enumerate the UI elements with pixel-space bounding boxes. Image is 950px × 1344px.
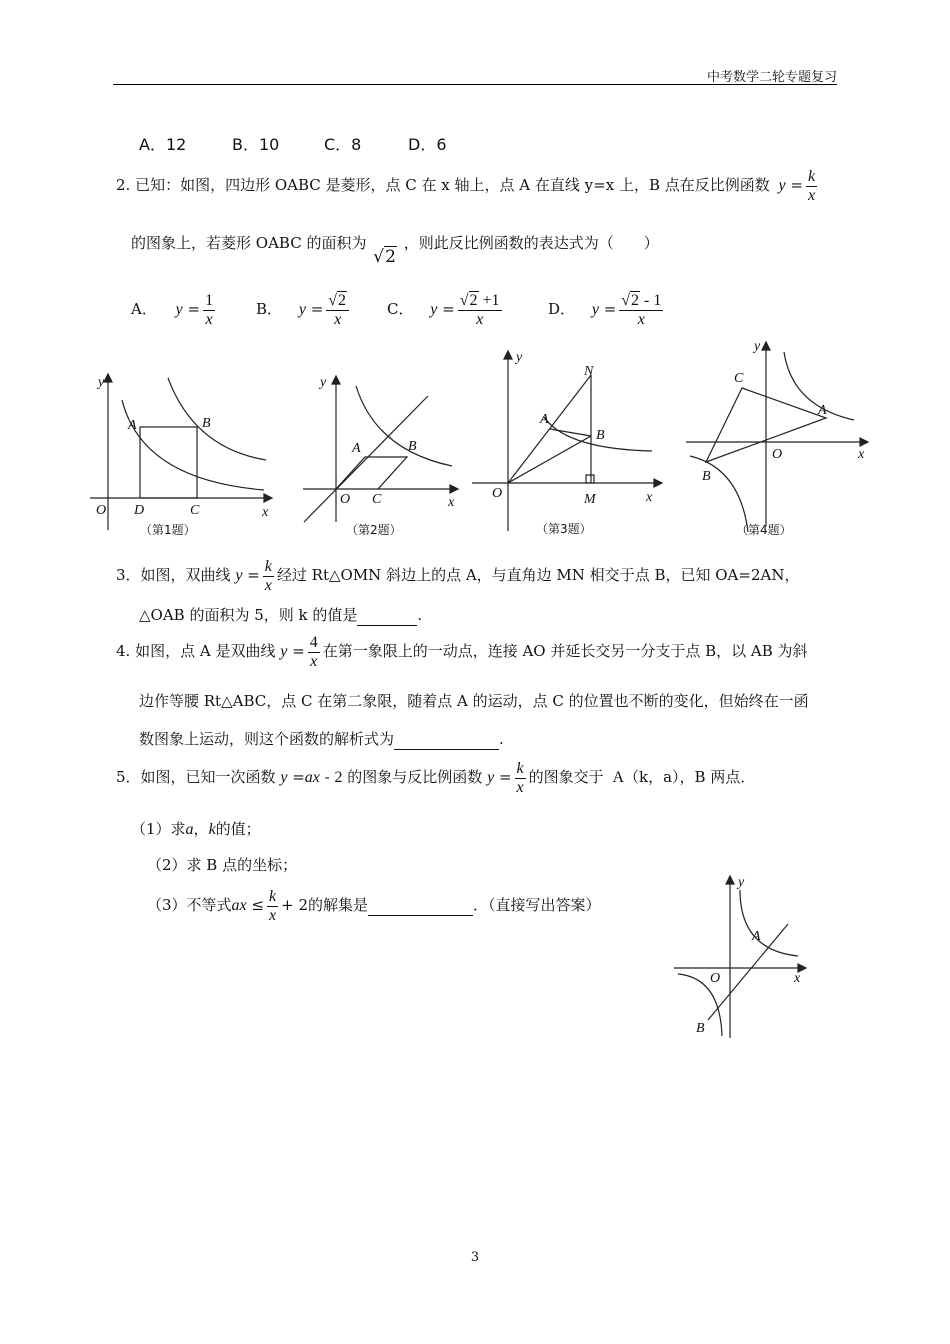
q2-option-b: B． y = $\frac{√2}{x}$ — [256, 292, 352, 328]
page-number: 3 — [470, 1250, 480, 1265]
fig1-label-x: x — [262, 505, 269, 520]
q2-option-c: C． y = $\frac{√2 +1}{x}$ — [387, 292, 500, 328]
q5-sub1: （1）求a，k的值； — [131, 820, 261, 838]
q4-line1: 4. 如图，点 A 是双曲线 y = $\frac{4}{x}$ 在第一象限上的一动点，连接 AO 并延长交另一分支于点 B，以 AB 为斜 — [116, 634, 808, 670]
figure-2 — [300, 370, 465, 540]
fig5-label-o: O — [710, 971, 721, 986]
q5-sub2: （2）求 B 点的坐标； — [147, 856, 298, 874]
q1-option-b: B．10 — [232, 135, 280, 154]
q2-line2 — [131, 232, 659, 267]
q2-line1: 2. 已知：如图，四边形 OABC 是菱形，点 C 在 x 轴上，点 A 在直线 y=x 上，B 点在反比例函数 y = $\frac{k}{x}$ — [116, 168, 816, 204]
fig1-label-b: B — [202, 416, 211, 431]
fig3-label-y: y — [516, 350, 523, 365]
fig2-label-a: A — [352, 441, 361, 456]
q5-sub3: （3）不等式ax ≤ $\frac{k}{x}$ + 2的解集是 ．（直接写出答案） — [147, 888, 601, 924]
q2-text2b: ，则此反比例函数的表达式为（ ） — [403, 234, 659, 252]
fig4-label-y: y — [754, 339, 761, 354]
figure-4 — [684, 336, 874, 540]
q3-answer-blank[interactable] — [357, 604, 417, 626]
q2-option-d: D． y = $\frac{√2 - 1}{x}$ — [548, 292, 662, 328]
fig2-caption: （第2题） — [346, 523, 402, 537]
fig3-label-a: A — [540, 412, 549, 427]
figure-3 — [470, 345, 665, 540]
fig3-caption: （第3题） — [536, 522, 592, 536]
q3-line1: 3．如图，双曲线 y = $\frac{k}{x}$ 经过 Rt△OMN 斜边上的点 A，与直角边 MN 相交于点 B，已知 OA=2AN， — [116, 558, 800, 594]
fig1-label-o: O — [96, 503, 107, 518]
fig2-label-b: B — [408, 439, 417, 454]
fig1-label-y: y — [98, 375, 105, 390]
fig4-caption: （第4题） — [736, 523, 792, 537]
q5-answer-blank[interactable] — [368, 894, 473, 916]
q1-option-d: D．6 — [408, 135, 447, 154]
figure-5 — [670, 870, 810, 1042]
fig4-label-c: C — [734, 371, 744, 386]
fig1-label-d: D — [134, 503, 145, 518]
fig4-label-b: B — [702, 469, 711, 484]
q2-option-a: A． y = $\frac{1}{x}$ — [131, 292, 214, 328]
fig2-label-y: y — [320, 375, 327, 390]
fig1-label-a: A — [128, 418, 137, 433]
header-title: 中考数学二轮专题复习 — [706, 70, 837, 85]
fig2-label-c: C — [372, 492, 382, 507]
fig3-label-n: N — [584, 364, 594, 379]
fig3-label-x: x — [646, 490, 653, 505]
q2-formula-k-over-x: $\frac{k}{x}$ — [807, 168, 816, 204]
fig3-label-b: B — [596, 428, 605, 443]
fig4-label-a: A — [818, 403, 827, 418]
q1-option-c: C．8 — [324, 135, 362, 154]
q1-option-a: A．12 — [139, 135, 187, 154]
fig5-label-y: y — [738, 875, 745, 890]
q4-answer-blank[interactable] — [394, 728, 499, 750]
fig3-label-m: M — [584, 492, 596, 507]
q4-line2: 边作等腰 Rt△ABC，点 C 在第二象限，随着点 A 的运动，点 C 的位置也不断的变化，但始终在一函 — [139, 692, 809, 710]
q2-text1: 2. 已知：如图，四边形 OABC 是菱形，点 C 在 x 轴上，点 A 在直线 y=x 上，B 点在反比例函数 — [116, 176, 770, 195]
fig5-label-a: A — [752, 929, 761, 944]
fig4-label-o: O — [772, 447, 783, 462]
fig2-label-x: x — [448, 495, 455, 510]
fig5-label-x: x — [794, 971, 801, 986]
q5-line1: 5．如图，已知一次函数 y =ax - 2 的图象与反比例函数 y = $\frac{k}{x}$ 的图象交于 A（k，a），B 两点． — [116, 760, 756, 796]
fig1-label-c: C — [190, 503, 200, 518]
figure-1 — [84, 370, 274, 540]
fig1-caption: （第1题） — [140, 523, 196, 537]
q3-line2: △OAB 的面积为 5，则 k 的值是 . — [139, 606, 423, 624]
q2-text2a: 的图象上，若菱形 OABC 的面积为 — [131, 234, 367, 252]
fig3-label-o: O — [492, 486, 503, 501]
fig5-label-b: B — [696, 1021, 705, 1036]
q4-line3: 数图象上运动，则这个函数的解析式为 . — [139, 730, 504, 748]
fig4-label-x: x — [858, 447, 865, 462]
q2-sqrt2: √2 — [373, 247, 396, 267]
header-rule — [113, 84, 837, 85]
fig2-label-o: O — [340, 492, 351, 507]
